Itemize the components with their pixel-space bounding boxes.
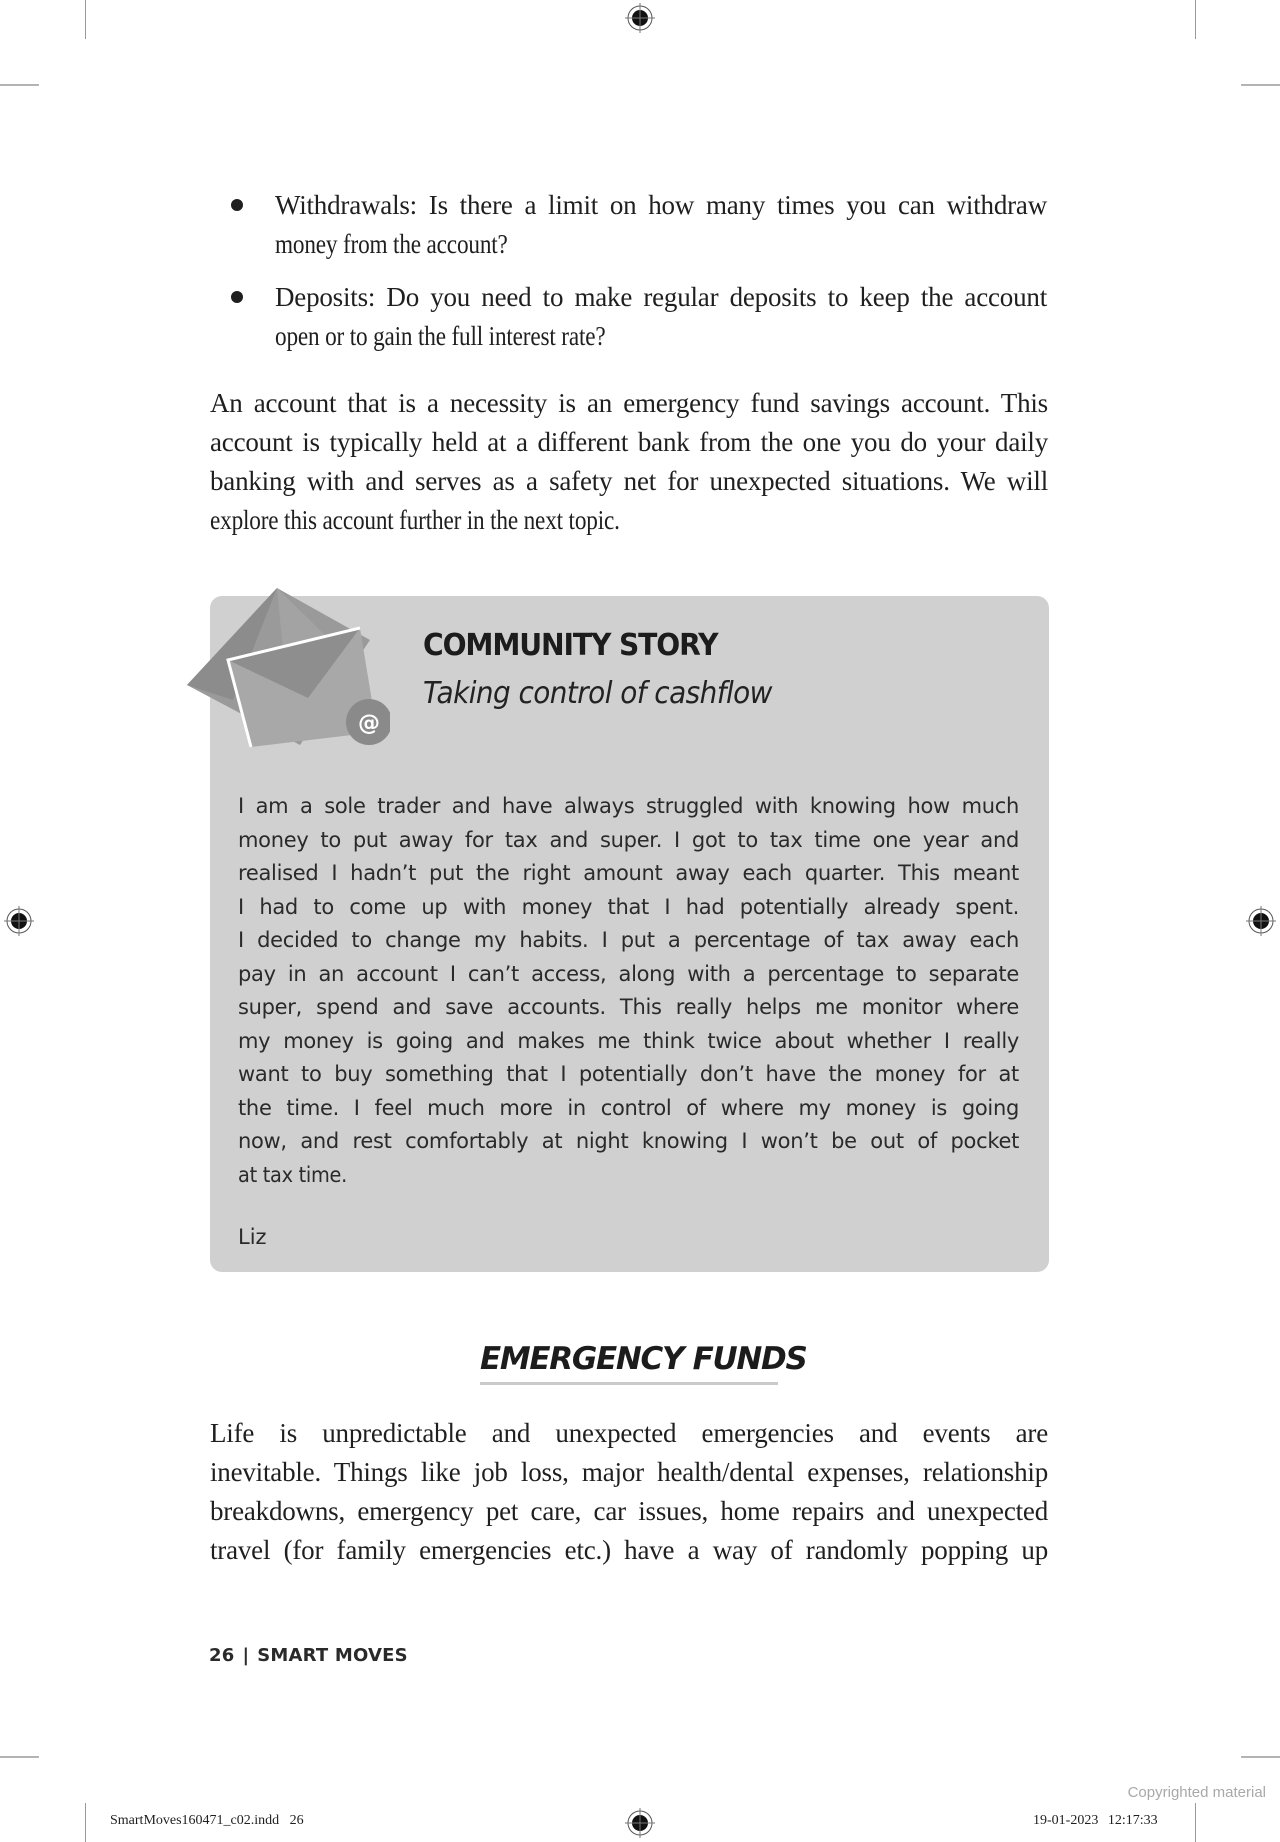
crop-mark-bottom-right (1195, 1803, 1196, 1842)
bullet-text-line: money from the account? (275, 229, 508, 259)
story-line: money to put away for tax and super. I got to tax time one year and (238, 827, 1019, 852)
crop-mark-top-left (85, 0, 86, 39)
footer-separator: | (242, 1645, 250, 1666)
bullet-text-line: Deposits: Do you need to make regular deposits to keep the account (275, 282, 1047, 312)
bullet-text-line: open or to gain the full interest rate? (275, 321, 606, 351)
paragraph-line: An account that is a necessity is an emergency fund savings account. This (210, 388, 1048, 418)
crop-mark-bottom-left (85, 1803, 86, 1842)
registration-mark-icon (625, 1808, 655, 1838)
email-envelope-icon (180, 580, 390, 755)
story-line: the time. I feel much more in control of where my money is going (238, 1095, 1019, 1120)
bullet-text-line: Withdrawals: Is there a limit on how many times you can withdraw (275, 190, 1047, 220)
crop-mark-right-top (1241, 84, 1280, 86)
story-line: my money is going and makes me think twice about whether I really (238, 1028, 1019, 1053)
registration-mark-icon (1246, 906, 1276, 936)
story-line: want to buy something that I potentially don’t have the money for at (238, 1062, 1019, 1086)
community-story-subtitle: Taking control of cashflow (423, 676, 772, 711)
crop-mark-right-bottom (1241, 1756, 1280, 1758)
paragraph-line: explore this account further in the next topic. (210, 505, 620, 535)
slug-timestamp (1033, 1812, 1158, 1830)
section-heading-underline (480, 1382, 778, 1385)
page-number: 26 (209, 1645, 235, 1666)
paragraph-line: Life is unpredictable and unexpected emergencies and events are (210, 1418, 1048, 1448)
registration-mark-icon (625, 3, 655, 33)
at-symbol: @ (358, 711, 380, 736)
story-line: now, and rest comfortably at night knowing I won’t be out of pocket (238, 1129, 1019, 1153)
story-line: realised I hadn’t put the right amount away each quarter. This meant (238, 861, 1019, 885)
bullet-icon (231, 291, 243, 303)
paragraph-line: account is typically held at a different bank from the one you do your daily (210, 427, 1048, 457)
crop-mark-left-top (0, 84, 39, 86)
book-title: SMART MOVES (257, 1645, 408, 1666)
copyright-watermark: Copyrighted material (1127, 1784, 1266, 1801)
slug-filename (110, 1812, 304, 1830)
slug-date: 19-01-2023 (1033, 1813, 1099, 1828)
story-line: I am a sole trader and have always struggled with knowing how much (238, 794, 1019, 818)
crop-mark-top-right (1195, 0, 1196, 39)
community-story-title: COMMUNITY STORY (423, 628, 718, 663)
page-footer (209, 1645, 408, 1666)
story-line: super, spend and save accounts. This really helps me monitor where (238, 995, 1019, 1019)
paragraph-line: banking with and serves as a safety net for unexpected situations. We will (210, 466, 1048, 496)
slug-time: 12:17:33 (1107, 1813, 1158, 1828)
registration-mark-icon (4, 906, 34, 936)
bullet-icon (231, 199, 243, 211)
paragraph-line: travel (for family emergencies etc.) have a way of randomly popping up (210, 1535, 1048, 1565)
section-heading: EMERGENCY FUNDS (480, 1341, 807, 1377)
story-line: I decided to change my habits. I put a percentage of tax away each (238, 928, 1019, 952)
paragraph-line: breakdowns, emergency pet care, car issues, home repairs and unexpected (210, 1496, 1048, 1526)
slug-file-text: SmartMoves160471_c02.indd 26 (110, 1813, 304, 1828)
community-story-author: Liz (238, 1225, 267, 1249)
crop-mark-left-bottom (0, 1756, 39, 1758)
story-line: at tax time. (238, 1162, 348, 1187)
story-line: I had to come up with money that I had potentially already spent. (238, 894, 1019, 919)
paragraph-line: inevitable. Things like job loss, major health/dental expenses, relationship (210, 1457, 1048, 1487)
story-line: pay in an account I can’t access, along with a percentage to separate (238, 961, 1019, 986)
